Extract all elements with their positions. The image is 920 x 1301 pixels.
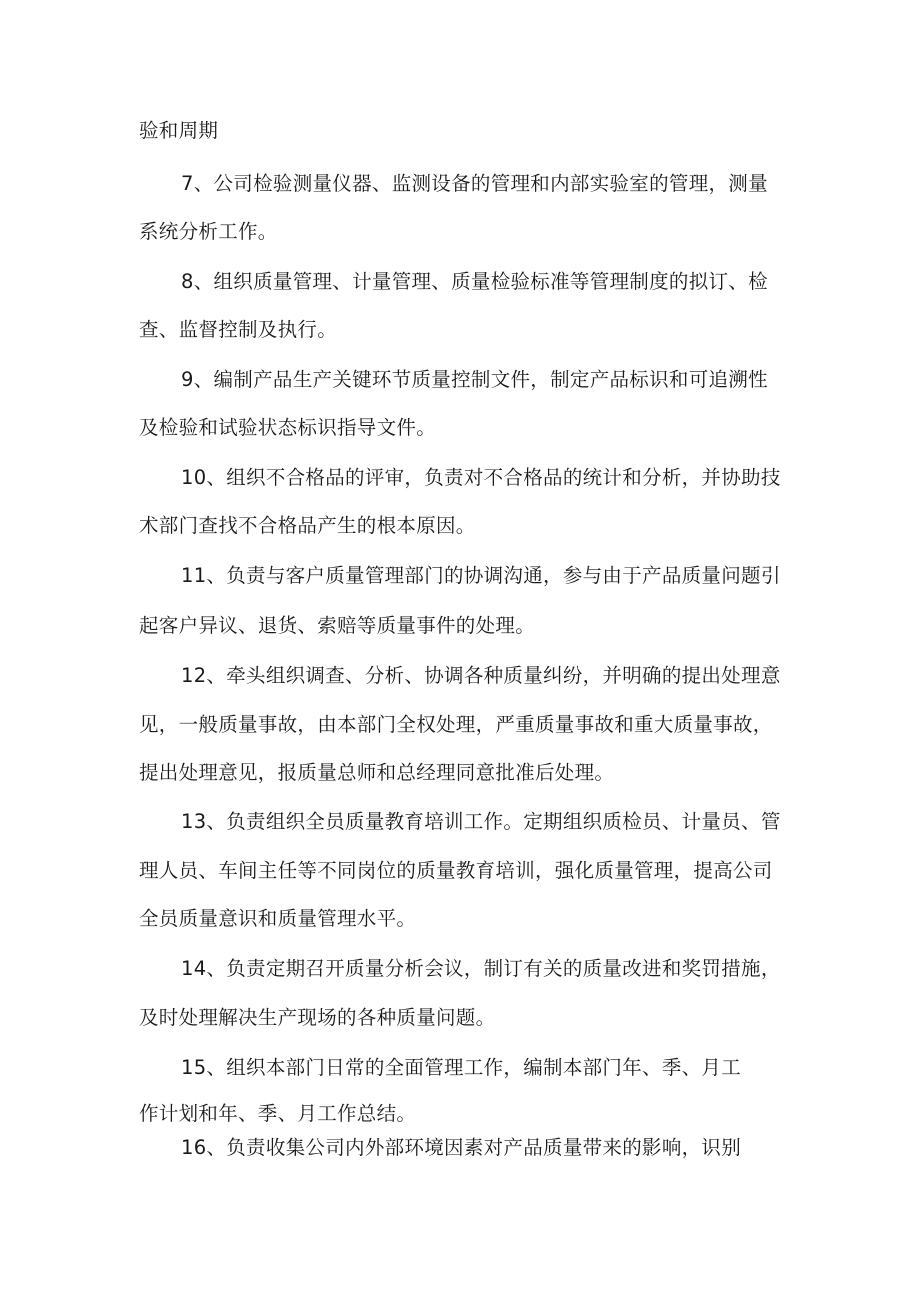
list-item-15-line-1: 15、组织本部门日常的全面管理工作，编制本部门年、季、月工 bbox=[181, 1056, 742, 1079]
list-item-13-line-1: 13、负责组织全员质量教育培训工作。定期组织质检员、计量员、管 bbox=[181, 810, 781, 833]
list-item-11-line-1: 11、负责与客户质量管理部门的协调沟通，参与由于产品质量问题引 bbox=[181, 564, 781, 587]
list-item-7-line-2: 系统分析工作。 bbox=[139, 220, 278, 243]
list-item-14-line-2: 及时处理解决生产现场的各种质量问题。 bbox=[139, 1006, 496, 1029]
list-item-14-line-1: 14、负责定期召开质量分析会议，制订有关的质量改进和奖罚措施， bbox=[181, 957, 781, 980]
list-item-13-line-3: 全员质量意识和质量管理水平。 bbox=[139, 907, 417, 930]
list-item-7-line-1: 7、公司检验测量仪器、监测设备的管理和内部实验室的管理，测量 bbox=[181, 172, 768, 195]
list-item-8-line-1: 8、组织质量管理、计量管理、质量检验标准等管理制度的拟订、检 bbox=[181, 270, 768, 293]
list-item-12-line-1: 12、牵头组织调查、分析、协调各种质量纠纷，并明确的提出处理意 bbox=[181, 664, 781, 687]
list-item-9-line-2: 及检验和试验状态标识指导文件。 bbox=[139, 416, 437, 439]
list-item-12-line-3: 提出处理意见，报质量总师和总经理同意批准后处理。 bbox=[139, 761, 615, 784]
list-item-11-line-2: 起客户异议、退货、索赔等质量事件的处理。 bbox=[139, 614, 536, 637]
list-item-16-line-1: 16、负责收集公司内外部环境因素对产品质量带来的影响，识别 bbox=[181, 1136, 742, 1159]
list-item-12-line-2: 见，一般质量事故，由本部门全权处理，严重质量事故和重大质量事故， bbox=[139, 713, 773, 736]
list-item-9-line-1: 9、编制产品生产关键环节质量控制文件，制定产品标识和可追溯性 bbox=[181, 368, 768, 391]
list-item-10-line-1: 10、组织不合格品的评审，负责对不合格品的统计和分析，并协助技 bbox=[181, 466, 781, 489]
list-item-10-line-2: 术部门查找不合格品产生的根本原因。 bbox=[139, 514, 476, 537]
list-item-13-line-2: 理人员、车间主任等不同岗位的质量教育培训，强化质量管理，提高公司 bbox=[139, 859, 773, 882]
text-line: 验和周期 bbox=[139, 119, 219, 142]
list-item-8-line-2: 查、监督控制及执行。 bbox=[139, 318, 338, 341]
list-item-15-line-2: 作计划和年、季、月工作总结。 bbox=[139, 1102, 417, 1125]
